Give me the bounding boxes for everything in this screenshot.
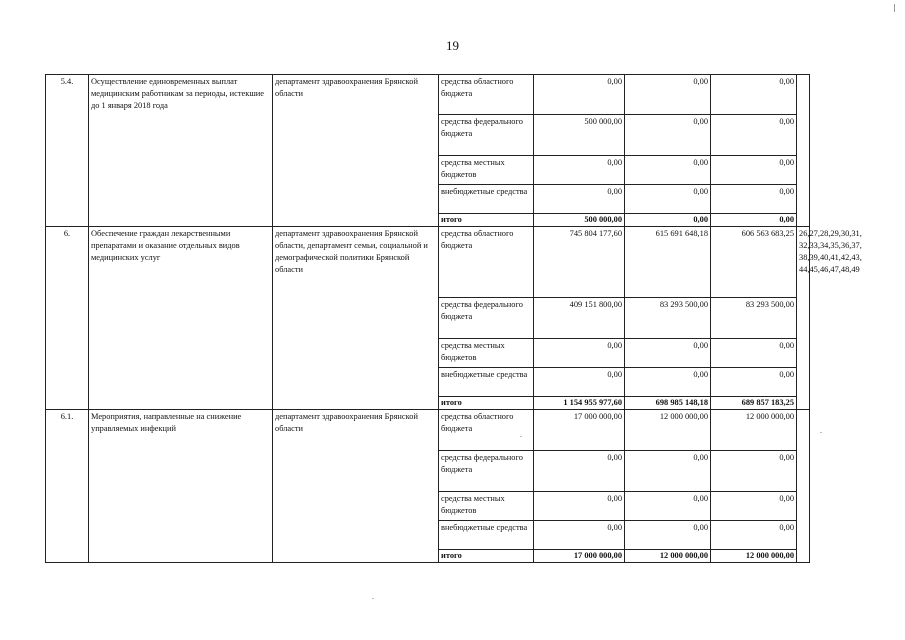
amount-year-2: 0,00 bbox=[625, 214, 711, 227]
source-label: внебюджетные средства bbox=[439, 521, 534, 550]
amount-year-3: 0,00 bbox=[711, 75, 797, 115]
amount-year-2: 12 000 000,00 bbox=[625, 550, 711, 563]
amount-year-1: 0,00 bbox=[534, 156, 625, 185]
amount-year-1: 0,00 bbox=[534, 185, 625, 214]
measure-name: Осуществление единовременных выплат медицинским работникам за периоды, истекшие до 1 января 2018 года bbox=[89, 75, 273, 227]
amount-year-3: 0,00 bbox=[711, 492, 797, 521]
amount-year-1: 0,00 bbox=[534, 339, 625, 368]
amount-year-2: 0,00 bbox=[625, 339, 711, 368]
source-label: средства федерального бюджета bbox=[439, 451, 534, 492]
amount-year-3: 0,00 bbox=[711, 214, 797, 227]
amount-year-1: 0,00 bbox=[534, 451, 625, 492]
indicator-refs bbox=[797, 75, 810, 227]
amount-year-1: 409 151 800,00 bbox=[534, 298, 625, 339]
amount-year-3: 12 000 000,00 bbox=[711, 410, 797, 451]
source-label: средства федерального бюджета bbox=[439, 298, 534, 339]
executor: департамент здравоохранения Брянской области bbox=[273, 75, 439, 227]
measure-name: Обеспечение граждан лекарственными препаратами и оказание отдельных видов медицинских услуг bbox=[89, 227, 273, 410]
amount-year-1: 1 154 955 977,60 bbox=[534, 397, 625, 410]
amount-year-1: 500 000,00 bbox=[534, 115, 625, 156]
program-funding-table bbox=[45, 74, 862, 563]
row-index: 6.1. bbox=[46, 410, 89, 563]
amount-year-1: 745 804 177,60 bbox=[534, 227, 625, 298]
table-row bbox=[46, 410, 810, 451]
amount-year-3: 0,00 bbox=[711, 339, 797, 368]
amount-year-2: 0,00 bbox=[625, 185, 711, 214]
scan-edge-mark bbox=[894, 4, 895, 12]
source-label: средства областного бюджета bbox=[439, 410, 534, 451]
row-index: 6. bbox=[46, 227, 89, 410]
amount-year-3: 12 000 000,00 bbox=[711, 550, 797, 563]
amount-year-2: 698 985 148,18 bbox=[625, 397, 711, 410]
amount-year-2: 0,00 bbox=[625, 521, 711, 550]
source-label: итого bbox=[439, 397, 534, 410]
measure-name: Мероприятия, направленные на снижение управляемых инфекций bbox=[89, 410, 273, 563]
amount-year-1: 0,00 bbox=[534, 75, 625, 115]
amount-year-2: 83 293 500,00 bbox=[625, 298, 711, 339]
amount-year-3: 0,00 bbox=[711, 115, 797, 156]
amount-year-1: 0,00 bbox=[534, 521, 625, 550]
table-row bbox=[46, 227, 810, 298]
amount-year-3: 83 293 500,00 bbox=[711, 298, 797, 339]
amount-year-2: 0,00 bbox=[625, 115, 711, 156]
amount-year-1: 17 000 000,00 bbox=[534, 550, 625, 563]
source-label: средства областного бюджета bbox=[439, 227, 534, 298]
amount-year-2: 0,00 bbox=[625, 368, 711, 397]
table-row bbox=[46, 75, 810, 115]
amount-year-3: 0,00 bbox=[711, 451, 797, 492]
amount-year-3: 0,00 bbox=[711, 185, 797, 214]
amount-year-3: 606 563 683,25 bbox=[711, 227, 797, 298]
source-label: средства местных бюджетов bbox=[439, 339, 534, 368]
source-label: внебюджетные средства bbox=[439, 368, 534, 397]
amount-year-2: 0,00 bbox=[625, 492, 711, 521]
amount-year-2: 0,00 bbox=[625, 75, 711, 115]
amount-year-3: 0,00 bbox=[711, 521, 797, 550]
scan-speck bbox=[520, 436, 522, 437]
amount-year-2: 615 691 648,18 bbox=[625, 227, 711, 298]
indicator-refs bbox=[797, 410, 810, 563]
amount-year-1: 17 000 000,00 bbox=[534, 410, 625, 451]
executor: департамент здравоохранения Брянской области, департамент семьи, социальной и демографической политики Брянской области bbox=[273, 227, 439, 410]
scan-speck bbox=[820, 432, 822, 433]
row-index: 5.4. bbox=[46, 75, 89, 227]
amount-year-1: 0,00 bbox=[534, 492, 625, 521]
page-number: 19 bbox=[446, 38, 459, 53]
source-label: средства местных бюджетов bbox=[439, 492, 534, 521]
amount-year-3: 0,00 bbox=[711, 368, 797, 397]
executor: департамент здравоохранения Брянской области bbox=[273, 410, 439, 563]
amount-year-1: 0,00 bbox=[534, 368, 625, 397]
amount-year-3: 689 857 183,25 bbox=[711, 397, 797, 410]
amount-year-1: 500 000,00 bbox=[534, 214, 625, 227]
source-label: итого bbox=[439, 214, 534, 227]
source-label: средства областного бюджета bbox=[439, 75, 534, 115]
source-label: итого bbox=[439, 550, 534, 563]
amount-year-2: 0,00 bbox=[625, 451, 711, 492]
amount-year-2: 0,00 bbox=[625, 156, 711, 185]
amount-year-3: 0,00 bbox=[711, 156, 797, 185]
indicator-refs: 26,27,28,29,30,31, 32,33,34,35,36,37, 38,39,40,41,42,43, 44,45,46,47,48,49 bbox=[797, 227, 810, 410]
source-label: внебюджетные средства bbox=[439, 185, 534, 214]
scan-speck bbox=[372, 598, 374, 599]
source-label: средства местных бюджетов bbox=[439, 156, 534, 185]
amount-year-2: 12 000 000,00 bbox=[625, 410, 711, 451]
source-label: средства федерального бюджета bbox=[439, 115, 534, 156]
